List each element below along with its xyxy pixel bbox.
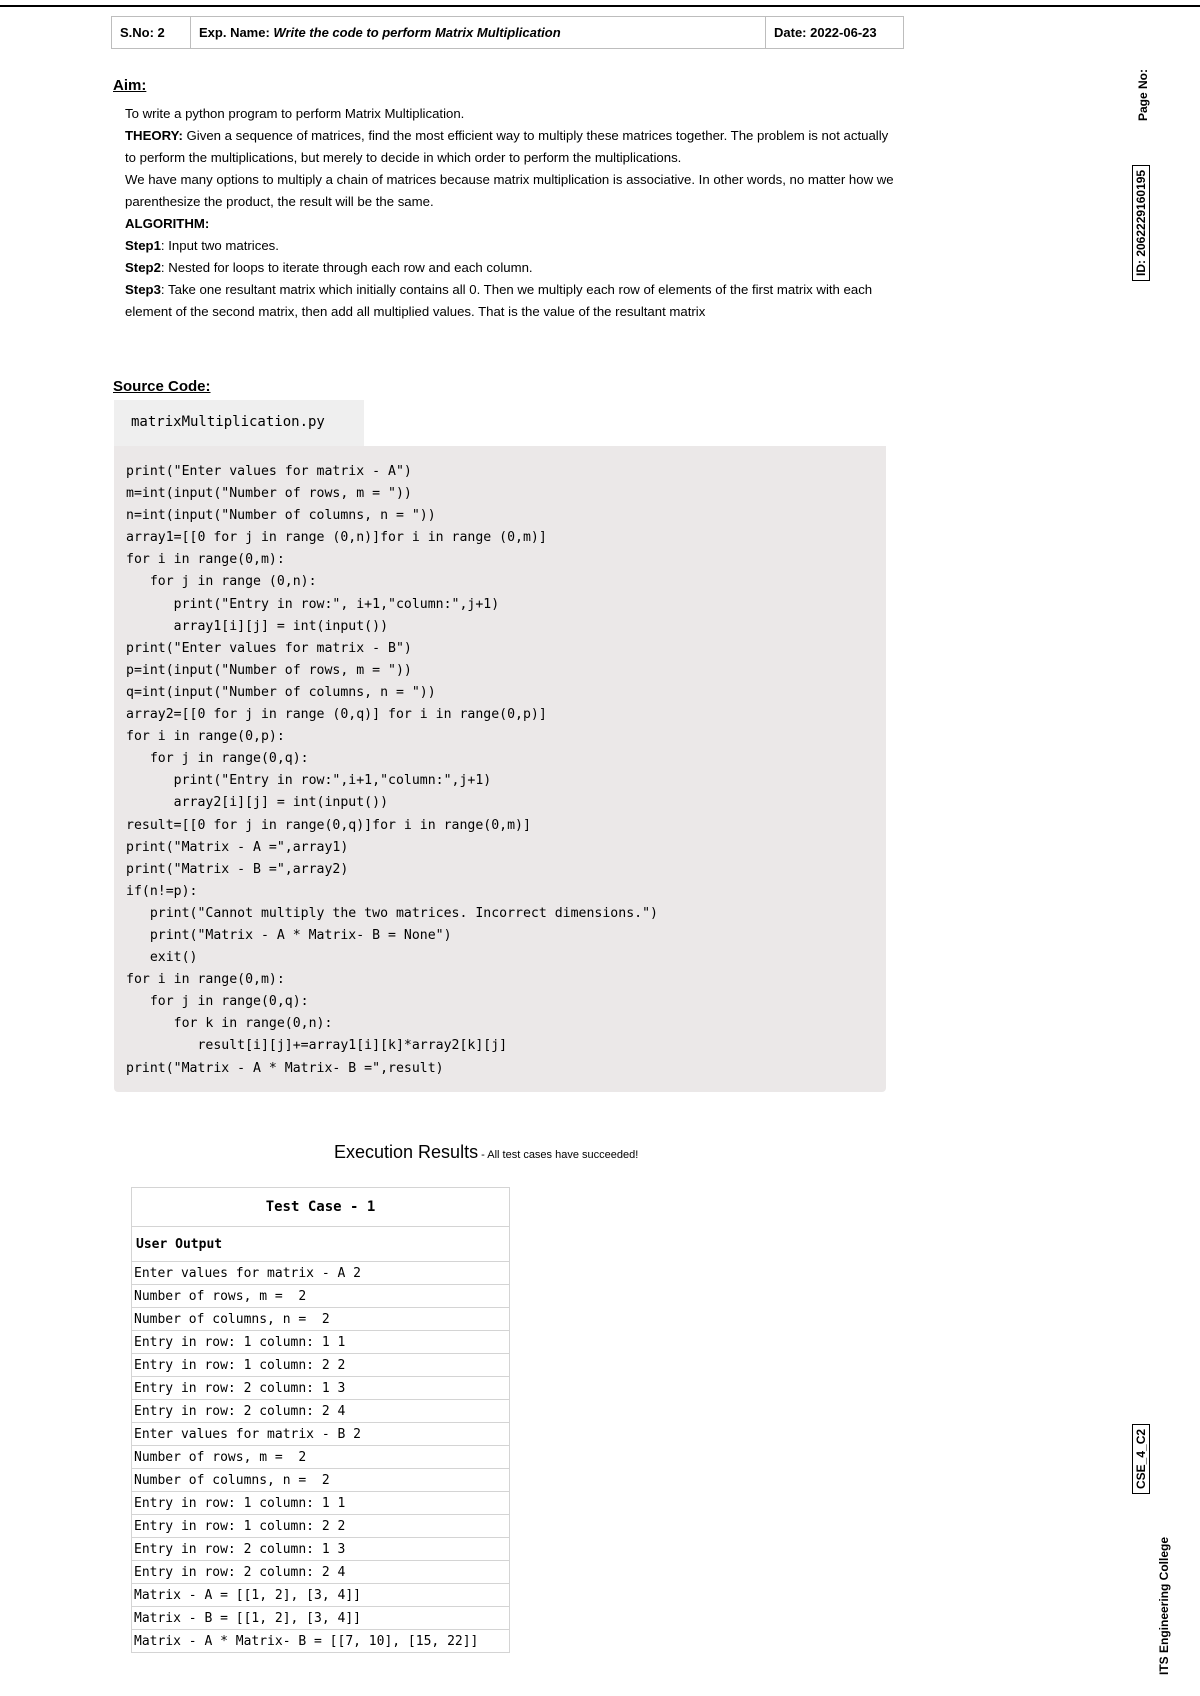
execution-results-title: [334, 1142, 638, 1163]
table-row: [132, 1561, 510, 1584]
table-row: [132, 1607, 510, 1630]
college-name: ITS Engineering College: [1157, 1536, 1171, 1675]
table-row: [132, 1262, 510, 1285]
top-rule: [0, 5, 1200, 7]
code-block: [114, 446, 886, 1092]
output-line: Enter values for matrix - B 2: [132, 1423, 510, 1446]
page-no-label: Page No:: [1136, 68, 1150, 121]
aim-body: [125, 103, 895, 323]
table-row: [132, 1584, 510, 1607]
output-line: Matrix - B = [[1, 2], [3, 4]]: [132, 1607, 510, 1630]
file-tab[interactable]: matrixMultiplication.py: [114, 400, 364, 446]
output-line: Number of rows, m = 2: [132, 1446, 510, 1469]
step-3-label: Step3: [125, 282, 161, 297]
section-code-text: CSE_4_C2: [1132, 1424, 1150, 1494]
table-row: [132, 1377, 510, 1400]
test-case-title: Test Case - 1: [132, 1188, 510, 1227]
output-line: Entry in row: 2 column: 1 3: [132, 1538, 510, 1561]
step-1: [125, 235, 895, 257]
table-row: [132, 1538, 510, 1561]
aim-heading: Aim:: [113, 77, 147, 94]
execution-status-text: - All test cases have succeeded!: [478, 1149, 639, 1161]
table-row: [132, 1446, 510, 1469]
table-row: [132, 1285, 510, 1308]
serial-number: S.No: 2: [112, 17, 191, 49]
step-1-label: Step1: [125, 238, 161, 253]
experiment-name: [191, 17, 766, 49]
step-2-text: : Nested for loops to iterate through each row and each column.: [160, 260, 533, 275]
step-3: [125, 279, 895, 323]
section-code: [1134, 1424, 1148, 1494]
output-line: Entry in row: 1 column: 1 1: [132, 1331, 510, 1354]
table-row: [132, 1400, 510, 1423]
source-code: print("Enter values for matrix - A") m=int(input("Number of rows, m = ")) n=int(input("Number of columns, n = ")) array1=[[0 for j in range (0,n)]for i in range (0,m)] for i in range(0,m): for j in range (0,n): print("Entry in row:", i+1,"column:",j+1) array1[i][j] = int(input()) print("Enter values for matrix - B") p=int(input("Number of rows, m = ")) q=int(input("Number of columns, n = ")) array2=[[0 for j in range (0,q)] for i in range(0,p)] for i in range(0,p): for j in range(0,q): print("Entry in row:",i+1,"column:",j+1) array2[i][j] = int(input()) result=[[0 for j in range(0,q)]for i in range(0,m)] print("Matrix - A =",array1) print("Matrix - B =",array2) if(n!=p): print("Cannot multiply the two matrices. Incorrect dimensions.") print("Matrix - A * Matrix- B = None") exit() for i in range(0,m): for j in range(0,q): for k in range(0,n): result[i][j]+=array1[i][k]*array2[k][j] print("Matrix - A * Matrix- B =",result): [126, 464, 658, 1076]
aim-intro: To write a python program to perform Matrix Multiplication.: [125, 106, 465, 121]
theory-label: THEORY:: [125, 128, 183, 143]
table-row: [132, 1331, 510, 1354]
table-row: [132, 1308, 510, 1331]
output-line: Number of columns, n = 2: [132, 1308, 510, 1331]
algorithm-label: [125, 213, 895, 235]
exp-name-value: Write the code to perform Matrix Multiplication: [273, 25, 561, 40]
step-1-text: : Input two matrices.: [160, 238, 279, 253]
theory-paragraph: [125, 125, 895, 169]
execution-title-text: Execution Results: [334, 1142, 479, 1162]
output-line: Entry in row: 2 column: 2 4: [132, 1561, 510, 1584]
table-row: [132, 1515, 510, 1538]
step-3-text: : Take one resultant matrix which initially contains all 0. Then we multiply each row of elements of the first matrix with each element of the second matrix, then add all multiplied values. That is the value of the resultant matrix: [125, 282, 873, 319]
step-2: [125, 257, 895, 279]
exp-name-prefix: Exp. Name:: [199, 25, 274, 40]
table-row: [132, 1423, 510, 1446]
step-2-label: Step2: [125, 260, 161, 275]
output-line: Entry in row: 2 column: 1 3: [132, 1377, 510, 1400]
output-line: Matrix - A * Matrix- B = [[7, 10], [15, 22]]: [132, 1630, 510, 1653]
output-line: Number of rows, m = 2: [132, 1285, 510, 1308]
table-row: [132, 1354, 510, 1377]
output-line: Enter values for matrix - A 2: [132, 1262, 510, 1285]
output-line: Number of columns, n = 2: [132, 1469, 510, 1492]
student-id-text: ID: 2062229160195: [1132, 165, 1150, 281]
test-case-table: [131, 1187, 510, 1653]
experiment-date: Date: 2022-06-23: [766, 17, 904, 49]
table-row: [132, 1630, 510, 1653]
table-row: [132, 1492, 510, 1515]
algorithm-label-text: ALGORITHM:: [125, 216, 210, 231]
source-code-heading: Source Code:: [113, 378, 211, 395]
theory-text: Given a sequence of matrices, find the most efficient way to multiply these matrices together. The problem is not actually to perform the multiplications, but merely to decide in which order to perform the multiplications.: [125, 128, 889, 165]
output-line: Matrix - A = [[1, 2], [3, 4]]: [132, 1584, 510, 1607]
output-line: Entry in row: 1 column: 2 2: [132, 1354, 510, 1377]
user-output-label: User Output: [132, 1227, 510, 1262]
table-row: [132, 1469, 510, 1492]
experiment-header: [111, 16, 904, 49]
student-id: [1134, 165, 1148, 281]
associativity-paragraph: We have many options to multiply a chain of matrices because matrix multiplication is associative. In other words, no matter how we parenthesize the product, the result will be the same.: [125, 172, 894, 209]
output-line: Entry in row: 1 column: 1 1: [132, 1492, 510, 1515]
output-line: Entry in row: 1 column: 2 2: [132, 1515, 510, 1538]
output-line: Entry in row: 2 column: 2 4: [132, 1400, 510, 1423]
